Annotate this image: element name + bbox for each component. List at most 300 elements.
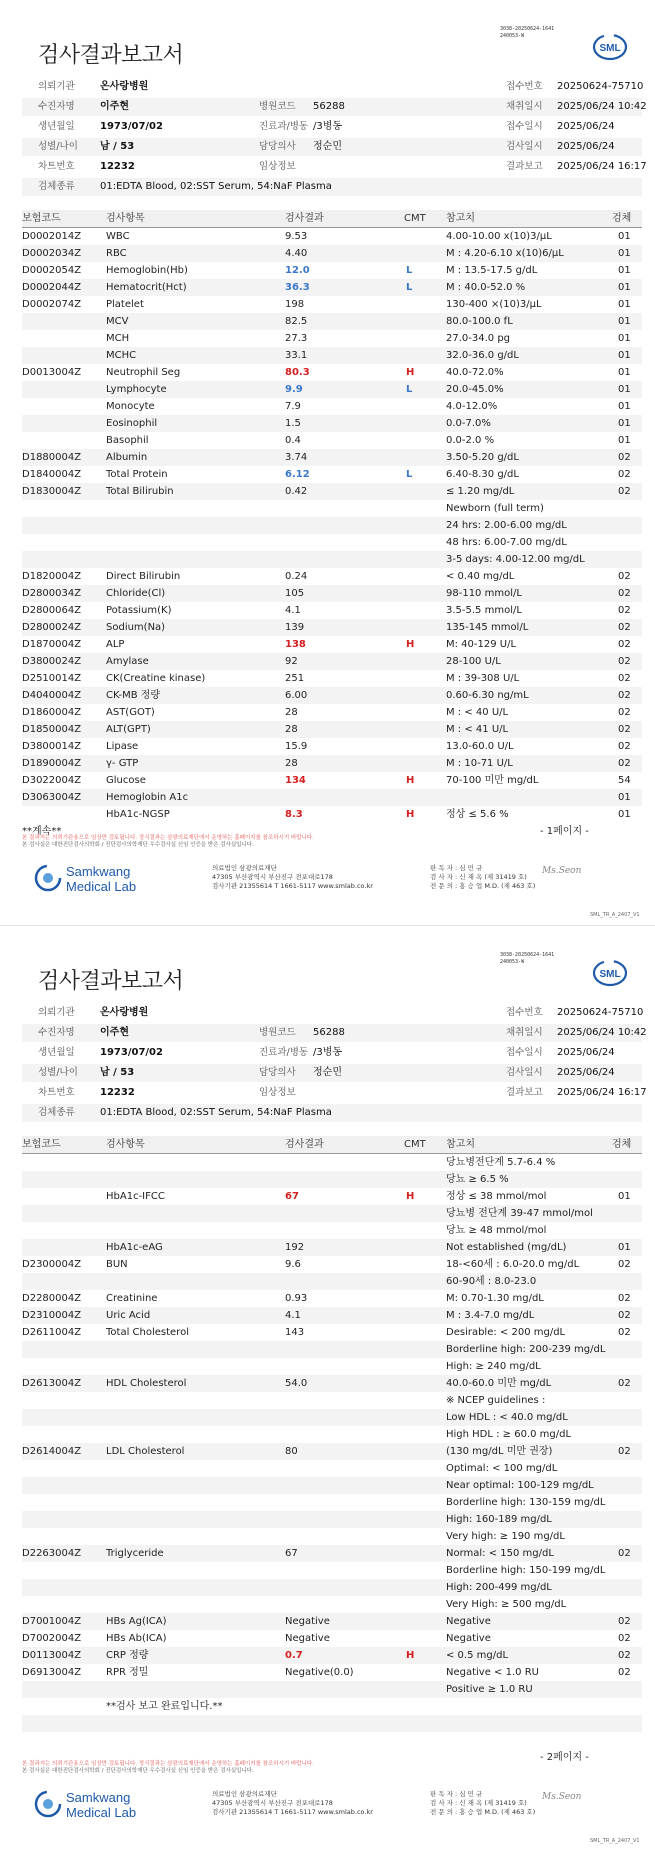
table-row bbox=[22, 585, 642, 602]
institution-value: 온사랑병원 bbox=[100, 1007, 149, 1018]
dob-value: 1973/07/02 bbox=[100, 1047, 163, 1058]
reference-range: < 0.5 mg/dL bbox=[446, 1650, 509, 1661]
reference-range: High: 160-189 mg/dL bbox=[446, 1514, 552, 1525]
test-item: MCV bbox=[106, 316, 129, 327]
specimen-code: 01 bbox=[618, 231, 631, 242]
reference-range: Borderline high: 200-239 mg/dL bbox=[446, 1344, 606, 1355]
specimen-code: 02 bbox=[618, 469, 631, 480]
insurance-code: D2510014Z bbox=[22, 673, 82, 684]
specimen-code: 02 bbox=[618, 724, 631, 735]
insurance-code: D2611004Z bbox=[22, 1327, 82, 1338]
test-item: Potassium(K) bbox=[106, 605, 172, 616]
insurance-code: D1820004Z bbox=[22, 571, 82, 582]
specimen-code: 01 bbox=[618, 401, 631, 412]
specimen-code: 02 bbox=[618, 1293, 631, 1304]
table-row bbox=[22, 1681, 642, 1698]
reference-range: Negative < 1.0 RU bbox=[446, 1667, 539, 1678]
reference-range: 70-100 미만 mg/dL bbox=[446, 775, 539, 786]
reference-range: M: 0.70-1.30 mg/dL bbox=[446, 1293, 544, 1304]
insurance-code: D0002034Z bbox=[22, 248, 82, 259]
samkwang-logo-icon bbox=[34, 1790, 62, 1818]
reported-value: 2025/06/24 16:17 bbox=[557, 161, 647, 172]
table-row bbox=[22, 704, 642, 721]
specimen-code: 02 bbox=[618, 1667, 631, 1678]
result-flag: H bbox=[406, 1650, 415, 1661]
institution-value: 온사랑병원 bbox=[100, 81, 149, 92]
test-result: 4.40 bbox=[285, 248, 308, 259]
test-result: 28 bbox=[285, 724, 298, 735]
specimen-code: 02 bbox=[618, 1548, 631, 1559]
table-row bbox=[22, 755, 642, 772]
info-row-5: 차트번호 12232 임상정보 결과보고 2025/06/24 16:17 bbox=[22, 158, 642, 176]
table-row bbox=[22, 670, 642, 687]
table-row bbox=[22, 619, 642, 636]
table-row bbox=[22, 1375, 642, 1392]
test-result: 28 bbox=[285, 707, 298, 718]
specimen-code: 01 bbox=[618, 418, 631, 429]
test-item: HBs Ab(ICA) bbox=[106, 1633, 167, 1644]
test-result: 36.3 bbox=[285, 282, 310, 293]
doctor-value: 정순민 bbox=[313, 1067, 342, 1078]
table-row bbox=[22, 1528, 642, 1545]
info-row-2: 수진자명 이주현 병원코드 56288 채취일시 2025/06/24 10:42 bbox=[22, 1024, 642, 1042]
table-row bbox=[22, 364, 642, 381]
specimen-code: 02 bbox=[618, 588, 631, 599]
test-item: Chloride(Cl) bbox=[106, 588, 166, 599]
specimen-code: 54 bbox=[618, 775, 631, 786]
test-item: MCH bbox=[106, 333, 130, 344]
chart-number-value: 12232 bbox=[100, 1087, 135, 1098]
reference-range: M: 40-129 U/L bbox=[446, 639, 517, 650]
specimen-code: 02 bbox=[618, 571, 631, 582]
reference-range: Negative bbox=[446, 1633, 491, 1644]
reference-range: 3-5 days: 4.00-12.00 mg/dL bbox=[446, 554, 585, 565]
test-result: 105 bbox=[285, 588, 305, 599]
specimen-code: 02 bbox=[618, 1633, 631, 1644]
table-row bbox=[22, 1188, 642, 1205]
table-row bbox=[22, 721, 642, 738]
specimen-code: 02 bbox=[618, 656, 631, 667]
test-result: 192 bbox=[285, 1242, 305, 1253]
specimen-code: 02 bbox=[618, 1616, 631, 1627]
received-value: 2025/06/24 bbox=[557, 1047, 615, 1058]
test-item: RBC bbox=[106, 248, 127, 259]
test-item: Monocyte bbox=[106, 401, 155, 412]
table-row bbox=[22, 228, 642, 245]
chart-number-value: 12232 bbox=[100, 161, 135, 172]
results-table-page-2 bbox=[22, 1136, 642, 1749]
test-result: 0.24 bbox=[285, 571, 308, 582]
reference-range: Not established (mg/dL) bbox=[446, 1242, 567, 1253]
test-result: 134 bbox=[285, 775, 306, 786]
insurance-code: D2263004Z bbox=[22, 1548, 82, 1559]
test-result: 82.5 bbox=[285, 316, 308, 327]
table-row bbox=[22, 347, 642, 364]
reference-range: 28-100 U/L bbox=[446, 656, 501, 667]
table-row bbox=[22, 1545, 642, 1562]
report-title: 검사결과보고서 bbox=[38, 43, 184, 68]
reference-range: 당뇨 ≥ 48 mmol/mol bbox=[446, 1225, 547, 1236]
table-row bbox=[22, 1647, 642, 1664]
reference-range: Positive ≥ 1.0 RU bbox=[446, 1684, 533, 1695]
test-result: 0.7 bbox=[285, 1650, 303, 1661]
table-row bbox=[22, 1426, 642, 1443]
svg-text:SML: SML bbox=[599, 43, 621, 54]
reference-range: 60-90세 : 8.0-23.0 bbox=[446, 1276, 537, 1287]
reference-range: Desirable: < 200 mg/dL bbox=[446, 1327, 566, 1338]
specimen-code: 02 bbox=[618, 639, 631, 650]
reference-range: M : 40.0-52.0 % bbox=[446, 282, 526, 293]
specimen-code: 01 bbox=[618, 265, 631, 276]
reference-range: 40.0-60.0 미만 mg/dL bbox=[446, 1378, 552, 1389]
hospital-code-value: 56288 bbox=[313, 101, 345, 112]
specimen-code: 02 bbox=[618, 452, 631, 463]
test-result: 138 bbox=[285, 639, 306, 650]
specimen-code: 02 bbox=[618, 1310, 631, 1321]
insurance-code: D0113004Z bbox=[22, 1650, 82, 1661]
test-item: Hematocrit(Hct) bbox=[106, 282, 187, 293]
test-result: 67 bbox=[285, 1191, 299, 1202]
collected-value: 2025/06/24 10:42 bbox=[557, 1027, 647, 1038]
table-row bbox=[22, 1596, 642, 1613]
accession-value: 20250624-75710 bbox=[557, 1007, 644, 1018]
specimen-code: 01 bbox=[618, 316, 631, 327]
test-result: 139 bbox=[285, 622, 305, 633]
test-item: Direct Bilirubin bbox=[106, 571, 181, 582]
reference-range: 정상 ≤ 38 mmol/mol bbox=[446, 1191, 547, 1202]
table-row bbox=[22, 636, 642, 653]
test-result: 12.0 bbox=[285, 265, 310, 276]
insurance-code: D1890004Z bbox=[22, 758, 82, 769]
specimen-code: 01 bbox=[618, 792, 631, 803]
insurance-code: D4040004Z bbox=[22, 690, 82, 701]
test-item: LDL Cholesterol bbox=[106, 1446, 185, 1457]
specimen-code: 02 bbox=[618, 622, 631, 633]
test-item: HBs Ag(ICA) bbox=[106, 1616, 167, 1627]
reference-range: High: ≥ 240 mg/dL bbox=[446, 1361, 541, 1372]
reference-range: 3.50-5.20 g/dL bbox=[446, 452, 519, 463]
test-result: 6.12 bbox=[285, 469, 310, 480]
test-result: 198 bbox=[285, 299, 305, 310]
specimen-code: 01 bbox=[618, 248, 631, 259]
insurance-code: D2300004Z bbox=[22, 1259, 82, 1270]
test-result: 7.9 bbox=[285, 401, 301, 412]
disclaimer-note: 본 결과지는 의뢰기관용으로 임상만 검토됩니다. 정식결과는 삼광의료재단에서 운영하는 홈페이지를 참조하시기 바랍니다. bbox=[22, 1761, 314, 1767]
reference-range: High: 200-499 mg/dL bbox=[446, 1582, 552, 1593]
table-row bbox=[22, 1715, 642, 1732]
lab-institution-info: 의료법인 삼광의료재단 47305 부산광역시 부산진구 전포대로178 검사기관 21355614 T 1661-5117 www.smlab.co.kr bbox=[212, 1790, 373, 1816]
test-result: 54.0 bbox=[285, 1378, 308, 1389]
document-barcode-text: 3038-20250624-1641 240053-W bbox=[500, 952, 555, 965]
hospital-code-value: 56288 bbox=[313, 1027, 345, 1038]
reported-value: 2025/06/24 16:17 bbox=[557, 1087, 647, 1098]
table-row bbox=[22, 415, 642, 432]
test-item: Platelet bbox=[106, 299, 144, 310]
specimen-code: 02 bbox=[618, 673, 631, 684]
table-row bbox=[22, 1664, 642, 1681]
specimen-code: 01 bbox=[618, 333, 631, 344]
continued-label: **계속** bbox=[22, 826, 62, 837]
reference-range: Borderline high: 150-199 mg/dL bbox=[446, 1565, 606, 1576]
lab-brand: Samkwang Medical Lab bbox=[66, 864, 137, 894]
test-item: Total Protein bbox=[106, 469, 168, 480]
result-flag: H bbox=[406, 775, 415, 786]
specimen-code: 02 bbox=[618, 690, 631, 701]
table-row bbox=[22, 398, 642, 415]
table-row bbox=[22, 1443, 642, 1460]
sex-age-value: 남 / 53 bbox=[100, 1067, 135, 1078]
table-row bbox=[22, 602, 642, 619]
reference-range: 98-110 mmol/L bbox=[446, 588, 522, 599]
reference-range: 130-400 ×(10)3/μL bbox=[446, 299, 542, 310]
test-result: 3.74 bbox=[285, 452, 308, 463]
results-table-page-1 bbox=[22, 210, 642, 823]
info-row-3: 생년월일 1973/07/02 진료과/병동 /3병동 접수일시 2025/06/24 bbox=[22, 1044, 642, 1062]
dob-value: 1973/07/02 bbox=[100, 121, 163, 132]
reference-range: ※ NCEP guidelines : bbox=[446, 1395, 546, 1406]
test-item: RPR 정밀 bbox=[106, 1667, 149, 1678]
test-item: Total Bilirubin bbox=[106, 486, 174, 497]
insurance-code: D3800024Z bbox=[22, 656, 82, 667]
result-flag: L bbox=[406, 265, 413, 276]
reference-range: M : < 40 U/L bbox=[446, 707, 509, 718]
result-flag: H bbox=[406, 639, 415, 650]
specimen-code: 02 bbox=[618, 1650, 631, 1661]
specimen-value: 01:EDTA Blood, 02:SST Serum, 54:NaF Plasma bbox=[100, 1107, 332, 1118]
reference-range: M : 10-71 U/L bbox=[446, 758, 513, 769]
table-row bbox=[22, 806, 642, 823]
specimen-code: 02 bbox=[618, 1378, 631, 1389]
test-result: 9.9 bbox=[285, 384, 303, 395]
table-row bbox=[22, 1324, 642, 1341]
result-flag: L bbox=[406, 469, 413, 480]
test-result: 27.3 bbox=[285, 333, 308, 344]
specimen-code: 02 bbox=[618, 741, 631, 752]
reference-range: Normal: < 150 mg/dL bbox=[446, 1548, 554, 1559]
insurance-code: D1850004Z bbox=[22, 724, 82, 735]
info-row-1: 의뢰기관 온사랑병원 접수번호 20250624-75710 bbox=[22, 78, 642, 96]
table-row bbox=[22, 568, 642, 585]
table-row bbox=[22, 449, 642, 466]
reference-range: 32.0-36.0 g/dL bbox=[446, 350, 519, 361]
test-item: γ- GTP bbox=[106, 758, 139, 769]
table-row bbox=[22, 432, 642, 449]
patient-name-value: 이주현 bbox=[100, 1027, 129, 1038]
received-value: 2025/06/24 bbox=[557, 121, 615, 132]
insurance-code: D1830004Z bbox=[22, 486, 82, 497]
test-result: 8.3 bbox=[285, 809, 303, 820]
table-row bbox=[22, 1256, 642, 1273]
test-item: Albumin bbox=[106, 452, 148, 463]
reference-range: 18-<60세 : 6.0-20.0 mg/dL bbox=[446, 1259, 580, 1270]
test-result: Negative bbox=[285, 1633, 330, 1644]
specimen-code: 01 bbox=[618, 282, 631, 293]
patient-name-value: 이주현 bbox=[100, 101, 129, 112]
test-result: 1.5 bbox=[285, 418, 301, 429]
lab-staff-info: 판 독 자 : 심 민 규 검 사 자 : 신 재 옥 (제 31419 호) 전 문 의 : 홍 승 업 M.D. (제 463 호) bbox=[430, 1790, 536, 1816]
result-flag: L bbox=[406, 384, 413, 395]
test-result: 80.3 bbox=[285, 367, 310, 378]
test-result: 80 bbox=[285, 1446, 298, 1457]
reference-range: Low HDL : < 40.0 mg/dL bbox=[446, 1412, 568, 1423]
document-barcode-text: 3038-20250624-1641 240053-W bbox=[500, 26, 555, 39]
reference-range: M : 13.5-17.5 g/dL bbox=[446, 265, 538, 276]
table-row bbox=[22, 279, 642, 296]
test-result: 0.93 bbox=[285, 1293, 308, 1304]
reference-range: 48 hrs: 6.00-7.00 mg/dL bbox=[446, 537, 567, 548]
table-row bbox=[22, 1613, 642, 1630]
reference-range: 24 hrs: 2.00-6.00 mg/dL bbox=[446, 520, 567, 531]
sex-age-value: 남 / 53 bbox=[100, 141, 135, 152]
table-header: 보험코드 검사항목 검사결과 CMT 참고치 검체 bbox=[22, 210, 642, 228]
table-row bbox=[22, 1239, 642, 1256]
specimen-code: 02 bbox=[618, 605, 631, 616]
result-flag: H bbox=[406, 1191, 415, 1202]
lab-institution-info: 의료법인 삼광의료재단 47305 부산광역시 부산진구 전포대로178 검사기관 21355614 T 1661-5117 www.smlab.co.kr bbox=[212, 864, 373, 890]
test-result: 9.6 bbox=[285, 1259, 301, 1270]
table-row bbox=[22, 517, 642, 534]
test-result: 143 bbox=[285, 1327, 305, 1338]
specimen-code: 01 bbox=[618, 1191, 631, 1202]
info-row-4: 성별/나이 남 / 53 담당의사 정순민 검사일시 2025/06/24 bbox=[22, 138, 642, 156]
table-row bbox=[22, 772, 642, 789]
test-item: Amylase bbox=[106, 656, 149, 667]
table-row bbox=[22, 1358, 642, 1375]
test-item: CK(Creatine kinase) bbox=[106, 673, 206, 684]
test-item: Hemoglobin(Hb) bbox=[106, 265, 188, 276]
signature: Ms.Seon bbox=[542, 866, 582, 876]
test-result: 6.00 bbox=[285, 690, 308, 701]
insurance-code: D1880004Z bbox=[22, 452, 82, 463]
result-flag: L bbox=[406, 282, 413, 293]
insurance-code: D3022004Z bbox=[22, 775, 82, 786]
doctor-value: 정순민 bbox=[313, 141, 342, 152]
sml-logo-icon bbox=[592, 32, 628, 62]
specimen-code: 01 bbox=[618, 367, 631, 378]
test-item: Lymphocyte bbox=[106, 384, 167, 395]
reference-range: 0.0-2.0 % bbox=[446, 435, 495, 446]
table-row bbox=[22, 534, 642, 551]
reference-range: Newborn (full term) bbox=[446, 503, 544, 514]
test-item: CRP 정량 bbox=[106, 1650, 149, 1661]
table-row bbox=[22, 1698, 642, 1715]
reference-range: < 0.40 mg/dL bbox=[446, 571, 515, 582]
test-item: Triglyceride bbox=[106, 1548, 164, 1559]
table-row bbox=[22, 245, 642, 262]
test-item: ALT(GPT) bbox=[106, 724, 151, 735]
specimen-code: 01 bbox=[618, 1242, 631, 1253]
report-footer bbox=[22, 1782, 642, 1840]
collected-value: 2025/06/24 10:42 bbox=[557, 101, 647, 112]
test-item: Neutrophil Seg bbox=[106, 367, 181, 378]
reference-range: 135-145 mmol/L bbox=[446, 622, 529, 633]
table-row bbox=[22, 381, 642, 398]
reference-range: 4.00-10.00 x(10)3/μL bbox=[446, 231, 552, 242]
test-item: Uric Acid bbox=[106, 1310, 151, 1321]
test-item: BUN bbox=[106, 1259, 128, 1270]
lab-staff-info: 판 독 자 : 심 민 규 검 사 자 : 신 재 옥 (제 31419 호) 전 문 의 : 홍 승 업 M.D. (제 463 호) bbox=[430, 864, 536, 890]
table-row bbox=[22, 1171, 642, 1188]
reference-range: Negative bbox=[446, 1616, 491, 1627]
tested-value: 2025/06/24 bbox=[557, 141, 615, 152]
insurance-code: D0002054Z bbox=[22, 265, 82, 276]
specimen-code: 01 bbox=[618, 384, 631, 395]
reference-range: 80.0-100.0 fL bbox=[446, 316, 513, 327]
table-row bbox=[22, 1562, 642, 1579]
info-row-3: 생년월일 1973/07/02 진료과/병동 /3병동 접수일시 2025/06/24 bbox=[22, 118, 642, 136]
table-row bbox=[22, 738, 642, 755]
specimen-code: 02 bbox=[618, 758, 631, 769]
certification-note: 본 검사실은 대한진단검사의학회 / 진단검사의학재단 우수검사실 신임 인증을 받은 검사실입니다. bbox=[22, 1768, 254, 1774]
insurance-code: D6913004Z bbox=[22, 1667, 82, 1678]
specimen-code: 01 bbox=[618, 299, 631, 310]
reference-range: 당뇨병 전단계 39-47 mmol/mol bbox=[446, 1208, 593, 1219]
info-row-5: 차트번호 12232 임상정보 결과보고 2025/06/24 16:17 bbox=[22, 1084, 642, 1102]
test-item: ALP bbox=[106, 639, 125, 650]
table-row bbox=[22, 1630, 642, 1647]
report-title: 검사결과보고서 bbox=[38, 969, 184, 994]
insurance-code: D3800014Z bbox=[22, 741, 82, 752]
page-number: - 1페이지 - bbox=[540, 826, 589, 837]
test-item: Hemoglobin A1c bbox=[106, 792, 189, 803]
page-number: - 2페이지 - bbox=[540, 1752, 589, 1763]
insurance-code: D2614004Z bbox=[22, 1446, 82, 1457]
result-flag: H bbox=[406, 367, 415, 378]
accession-value: 20250624-75710 bbox=[557, 81, 644, 92]
reference-range: (130 mg/dL 미만 권장) bbox=[446, 1446, 553, 1457]
table-row bbox=[22, 330, 642, 347]
insurance-code: D1870004Z bbox=[22, 639, 82, 650]
samkwang-logo-icon bbox=[34, 864, 62, 892]
table-row bbox=[22, 1409, 642, 1426]
reference-range: Near optimal: 100-129 mg/dL bbox=[446, 1480, 594, 1491]
insurance-code: D0002044Z bbox=[22, 282, 82, 293]
insurance-code: D0002074Z bbox=[22, 299, 82, 310]
test-item: Total Cholesterol bbox=[106, 1327, 189, 1338]
test-item: Lipase bbox=[106, 741, 139, 752]
reference-range: 13.0-60.0 U/L bbox=[446, 741, 514, 752]
table-row bbox=[22, 653, 642, 670]
reference-range: 0.0-7.0% bbox=[446, 418, 491, 429]
insurance-code: D2800034Z bbox=[22, 588, 82, 599]
reference-range: M : 39-308 U/L bbox=[446, 673, 520, 684]
table-row bbox=[22, 1290, 642, 1307]
table-row bbox=[22, 1307, 642, 1324]
test-item: Basophil bbox=[106, 435, 149, 446]
test-result: 28 bbox=[285, 758, 298, 769]
specimen-code: 02 bbox=[618, 707, 631, 718]
reference-range: 40.0-72.0% bbox=[446, 367, 504, 378]
insurance-code: D0002014Z bbox=[22, 231, 82, 242]
test-item: HbA1c-IFCC bbox=[106, 1191, 165, 1202]
table-row bbox=[22, 1477, 642, 1494]
test-item: CK-MB 정량 bbox=[106, 690, 161, 701]
test-item: Eosinophil bbox=[106, 418, 158, 429]
reference-range: ≤ 1.20 mg/dL bbox=[446, 486, 515, 497]
table-row bbox=[22, 1392, 642, 1409]
info-row-2: 수진자명 이주현 병원코드 56288 채취일시 2025/06/24 10:42 bbox=[22, 98, 642, 116]
insurance-code: D2613004Z bbox=[22, 1378, 82, 1389]
test-result: 9.53 bbox=[285, 231, 308, 242]
test-result: Negative bbox=[285, 1616, 330, 1627]
reference-range: 6.40-8.30 g/dL bbox=[446, 469, 519, 480]
form-code: SML_TR_A_2407_V1 bbox=[590, 1838, 640, 1844]
reference-range: Very high: ≥ 190 mg/dL bbox=[446, 1531, 565, 1542]
info-row-6: 검체종류 01:EDTA Blood, 02:SST Serum, 54:NaF Plasma bbox=[22, 178, 642, 196]
specimen-code: 01 bbox=[618, 809, 631, 820]
report-footer bbox=[22, 856, 642, 914]
table-row bbox=[22, 1154, 642, 1171]
